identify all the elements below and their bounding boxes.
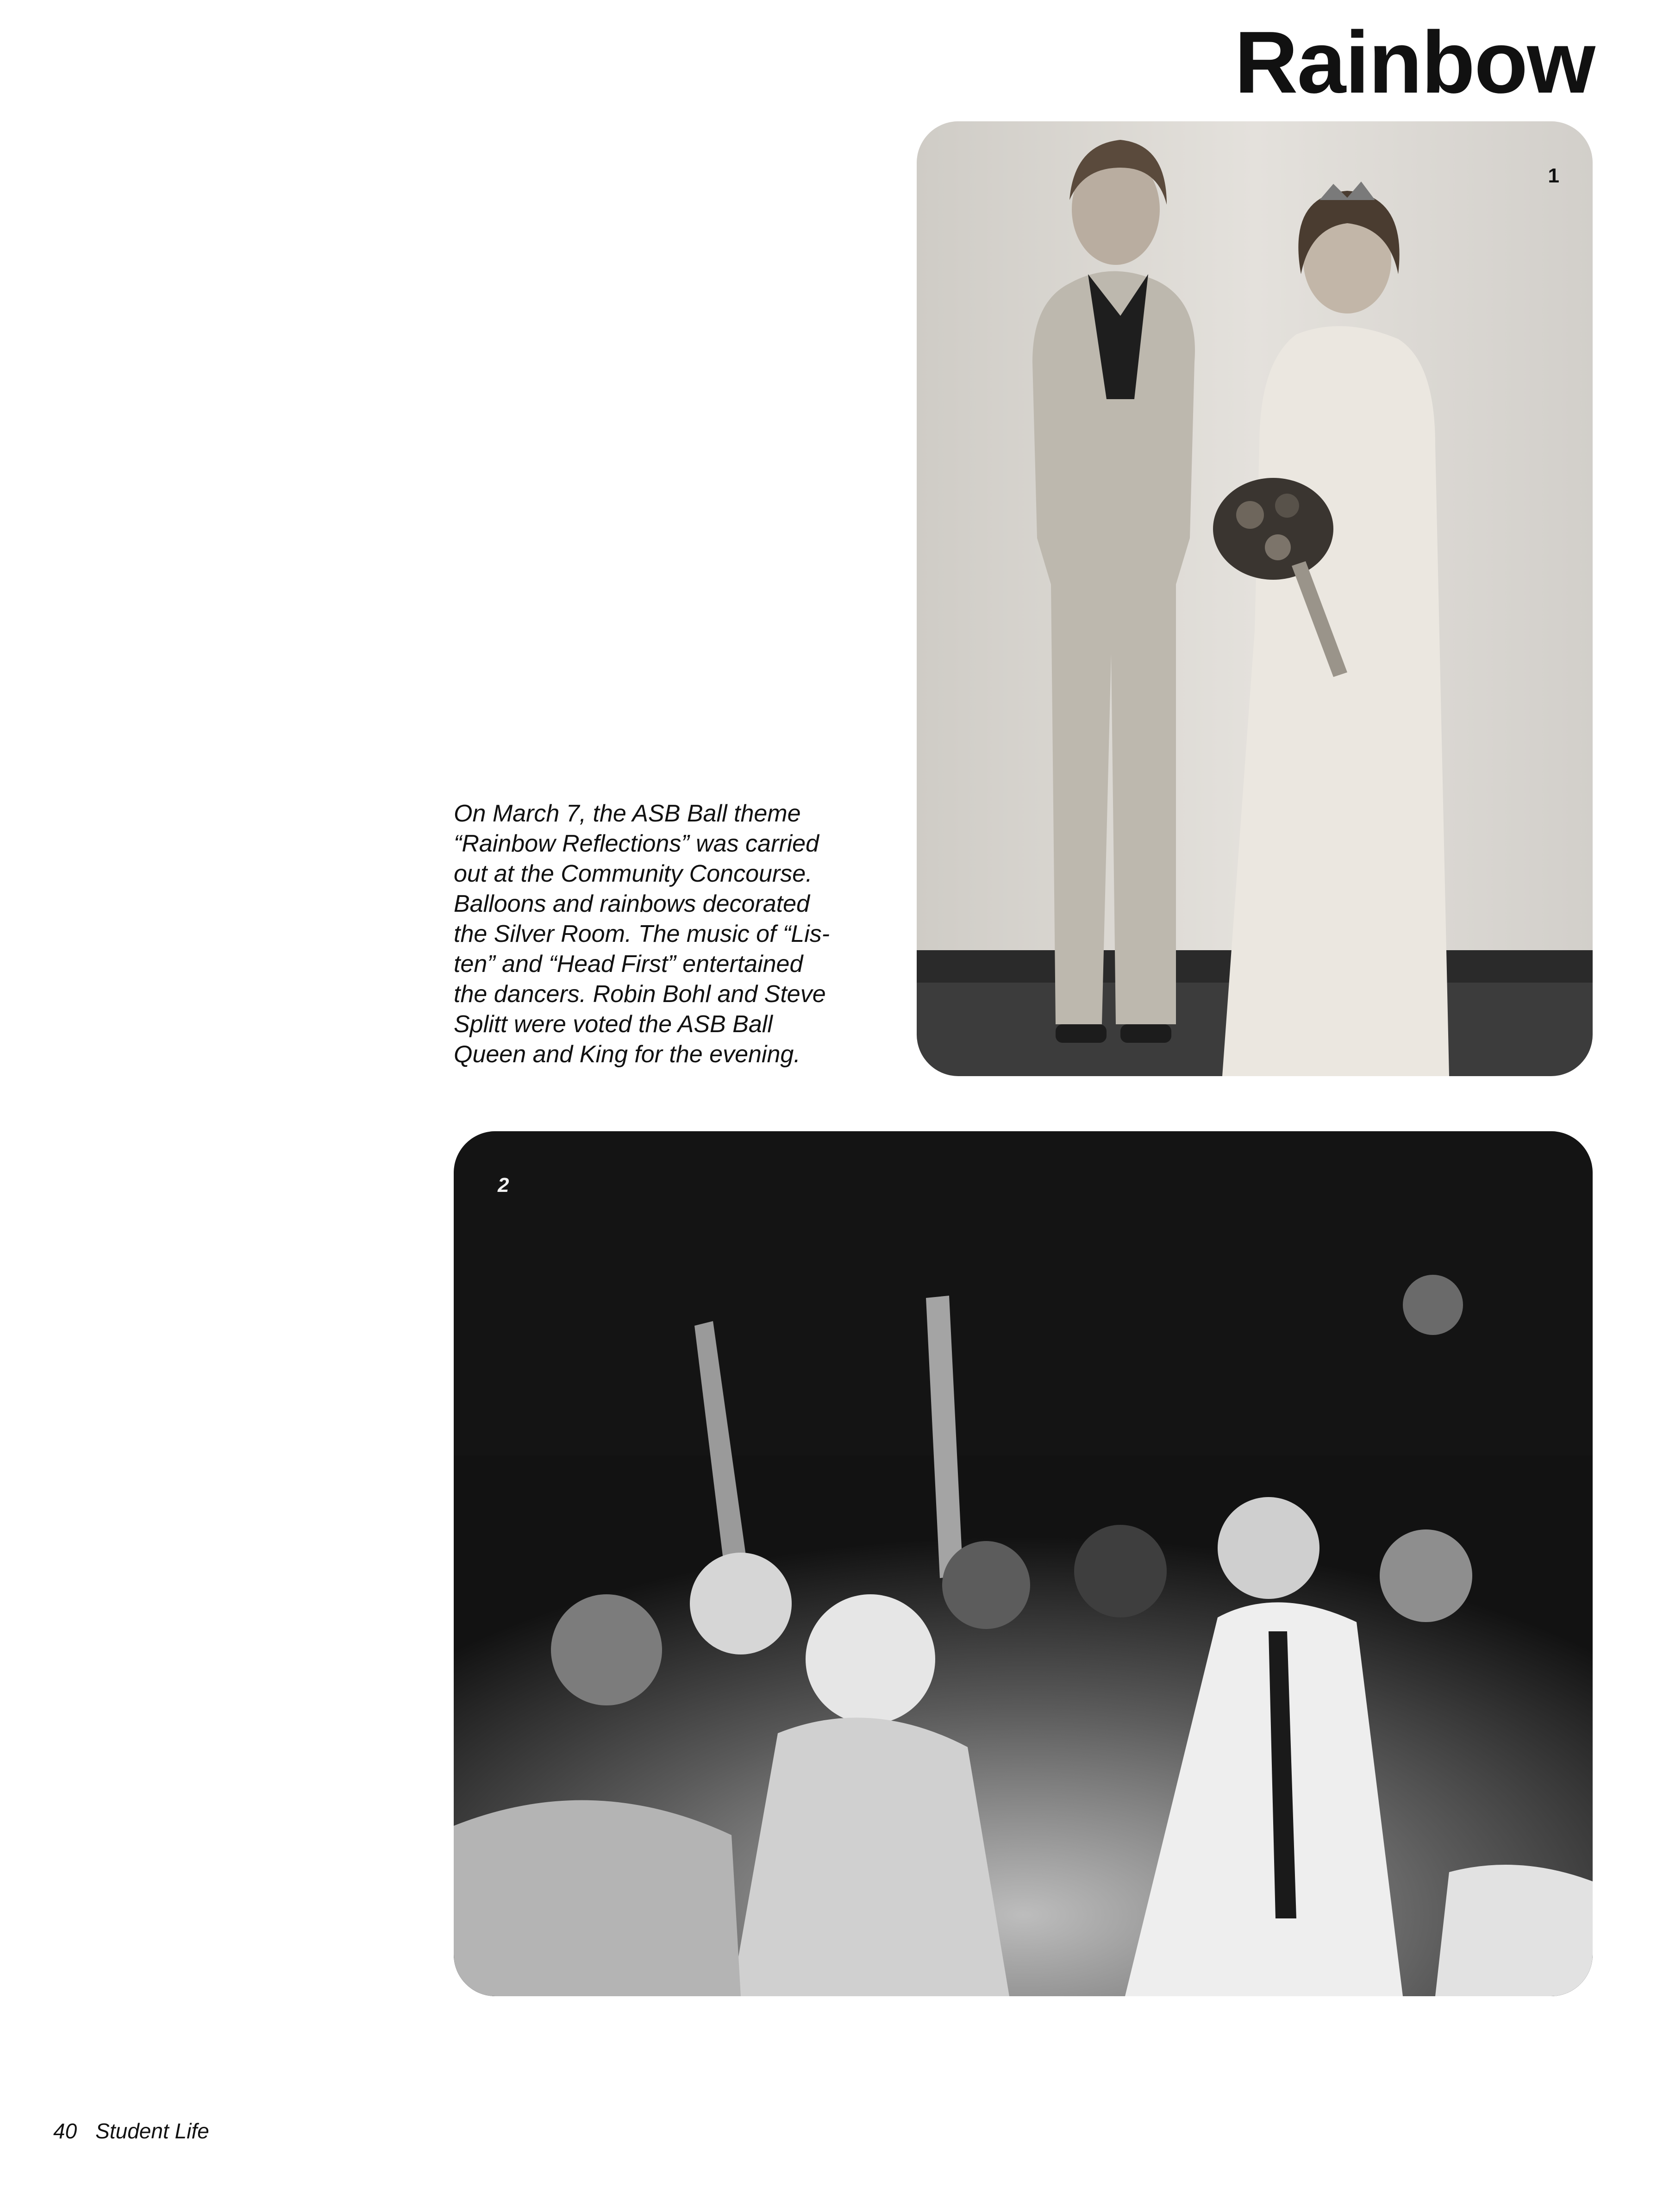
caption-line: ten” and “Head First” entertained xyxy=(454,951,803,978)
caption-line: the dancers. Robin Bohl and Steve xyxy=(454,981,826,1008)
photo-2-image xyxy=(454,1131,1593,1996)
photo-caption xyxy=(454,799,870,1070)
caption-line: Balloons and rainbows decorated xyxy=(454,890,810,917)
section-name: Student Life xyxy=(95,2119,209,2143)
caption-line: “Rainbow Reflections” was carried xyxy=(454,830,819,857)
caption-line: On March 7, the ASB Ball theme xyxy=(454,800,801,827)
photo-2-number: 2 xyxy=(498,1174,509,1197)
photo-1-number: 1 xyxy=(1548,164,1559,187)
caption-line: Splitt were voted the ASB Ball xyxy=(454,1011,773,1038)
page-footer xyxy=(53,2118,209,2143)
photo-king-and-queen xyxy=(917,121,1593,1076)
page-title: Rainbow xyxy=(1234,13,1594,112)
page-number: 40 xyxy=(53,2119,77,2143)
photo-dancers-crowd xyxy=(454,1131,1593,1996)
caption-line: out at the Community Concourse. xyxy=(454,860,813,887)
caption-line: the Silver Room. The music of “Lis- xyxy=(454,921,830,947)
photo-1-image xyxy=(917,121,1593,1076)
caption-line: Queen and King for the evening. xyxy=(454,1041,800,1068)
